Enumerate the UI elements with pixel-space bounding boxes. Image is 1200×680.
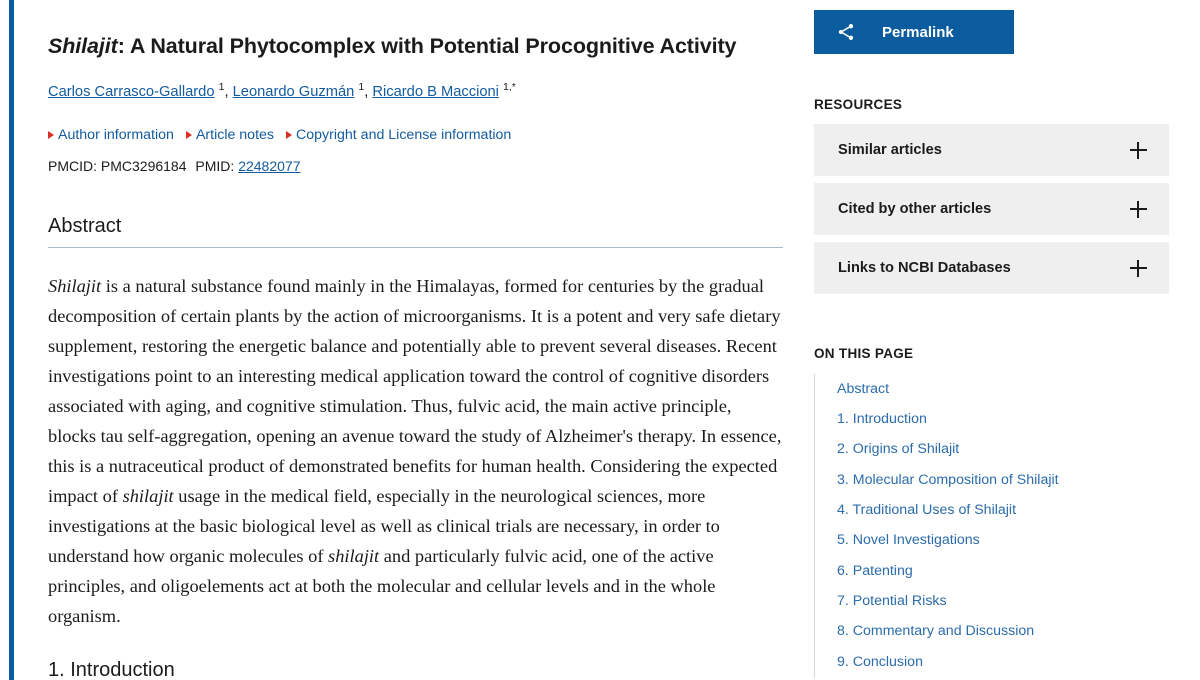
pmid-link[interactable]: 22482077: [238, 158, 301, 175]
toc-link-novel-investigations[interactable]: 5. Novel Investigations: [837, 532, 980, 549]
accordion-label: Cited by other articles: [838, 201, 992, 217]
title-remainder: : A Natural Phytocomplex with Potential Procognitive Activity: [117, 34, 737, 58]
list-item: [837, 374, 1169, 404]
triangle-right-icon: [48, 131, 54, 139]
abstract-text: [48, 248, 783, 631]
list-item: [837, 465, 1169, 495]
plus-icon: [1130, 142, 1147, 159]
abstract-part-3: and particularly fulvic acid, one of the active principles, and oligoelements act at both the molecular and cellular levels and in the whole organism.: [48, 545, 716, 626]
accordion-label: Links to NCBI Databases: [838, 260, 1011, 276]
author-affil-2: 1: [358, 81, 365, 94]
abstract-part-2: usage in the medical field, especially in the neurological sciences, more investigations at the basic biological level as well as clinical trials are necessary, in order to understand how organic molecules of: [48, 485, 720, 566]
abstract-italic-1: Shilajit: [48, 275, 102, 296]
toc-link-potential-risks[interactable]: 7. Potential Risks: [837, 593, 947, 610]
author-affil-1: 1: [218, 81, 225, 94]
toc-link-traditional-uses[interactable]: 4. Traditional Uses of Shilajit: [837, 502, 1017, 519]
pmid-label: PMID:: [195, 158, 235, 175]
permalink-button-label: Permalink: [882, 23, 954, 41]
list-item: [837, 587, 1169, 617]
list-item: [837, 404, 1169, 434]
sidebar: [814, 0, 1200, 680]
author-list: Carlos Carrasco-Gallardo $^1$, Leonardo Guzmán $^1$, Ricardo B Maccioni $^{1,*}$: [48, 81, 516, 100]
permalink-button[interactable]: [814, 10, 1014, 54]
table-of-contents: [814, 374, 1169, 678]
toc-link-conclusion[interactable]: 9. Conclusion: [837, 653, 923, 670]
copyright-license-label: Copyright and License information: [296, 126, 512, 143]
abstract-part-1: is a natural substance found mainly in the Himalayas, formed for centuries by the gradual decomposition of certain plants by the action of microorganisms. It is a potent and very safe dietary supplement, restoring the energetic balance and potentially able to prevent several diseases. Recent investigations point to an interesting medical application toward the control of cognitive disorders associated with aging, and cognitive stimulation. Thus, fulvic acid, the main active principle, blocks tau self-aggregation, opening an avenue toward the study of Alzheimer's therapy. In essence, this is a nutraceutical product of demonstrated benefits for human health. Considering the expected impact of: [48, 275, 782, 506]
triangle-right-icon: [286, 131, 292, 139]
article-notes-toggle[interactable]: [186, 126, 274, 146]
accordion-links-to-ncbi-databases[interactable]: [814, 242, 1169, 294]
author-information-label: Author information: [58, 126, 174, 143]
title-italic-term: Shilajit: [48, 34, 118, 58]
list-item: [837, 617, 1169, 647]
plus-icon: [1130, 201, 1147, 218]
toc-link-commentary-and-discussion[interactable]: 8. Commentary and Discussion: [837, 623, 1035, 640]
accordion-cited-by-other-articles[interactable]: [814, 183, 1169, 235]
article-meta-links: [48, 103, 783, 146]
article-notes-label: Article notes: [195, 126, 275, 143]
abstract-italic-3: shilajit: [328, 545, 380, 566]
plus-icon: [1130, 260, 1147, 277]
list-item: [837, 647, 1169, 677]
author-information-toggle[interactable]: [48, 126, 174, 146]
toc-link-introduction[interactable]: 1. Introduction: [837, 410, 927, 427]
toc-link-abstract[interactable]: Abstract: [837, 380, 890, 397]
abstract-heading: Abstract: [48, 177, 783, 248]
author-link-2[interactable]: Leonardo Guzmán: [232, 83, 355, 100]
abstract-italic-2: shilajit: [122, 485, 174, 506]
accordion-similar-articles[interactable]: [814, 124, 1169, 176]
author-affil-3: 1,*: [503, 81, 516, 94]
toc-link-molecular-composition[interactable]: 3. Molecular Composition of Shilajit: [837, 471, 1059, 488]
article-identifiers: [48, 145, 783, 177]
pmcid-label: PMCID:: [48, 158, 97, 175]
share-icon: [836, 22, 856, 42]
list-item: [837, 556, 1169, 586]
author-link-3[interactable]: Ricardo B Maccioni: [372, 83, 499, 100]
introduction-heading: 1. Introduction: [48, 658, 175, 680]
toc-link-origins-of-shilajit[interactable]: 2. Origins of Shilajit: [837, 441, 960, 458]
copyright-license-toggle[interactable]: [286, 126, 511, 146]
toc-link-patenting[interactable]: 6. Patenting: [837, 562, 913, 579]
list-item: [837, 435, 1169, 465]
accordion-label: Similar articles: [838, 142, 942, 158]
list-item: [837, 495, 1169, 525]
list-item: [837, 526, 1169, 556]
author-link-1[interactable]: Carlos Carrasco-Gallardo: [48, 83, 215, 100]
pmcid-value: PMC3296184: [100, 158, 187, 175]
resources-heading: RESOURCES: [814, 97, 903, 112]
triangle-right-icon: [186, 131, 192, 139]
page-title: [48, 0, 783, 61]
on-this-page-heading: ON THIS PAGE: [814, 346, 914, 361]
